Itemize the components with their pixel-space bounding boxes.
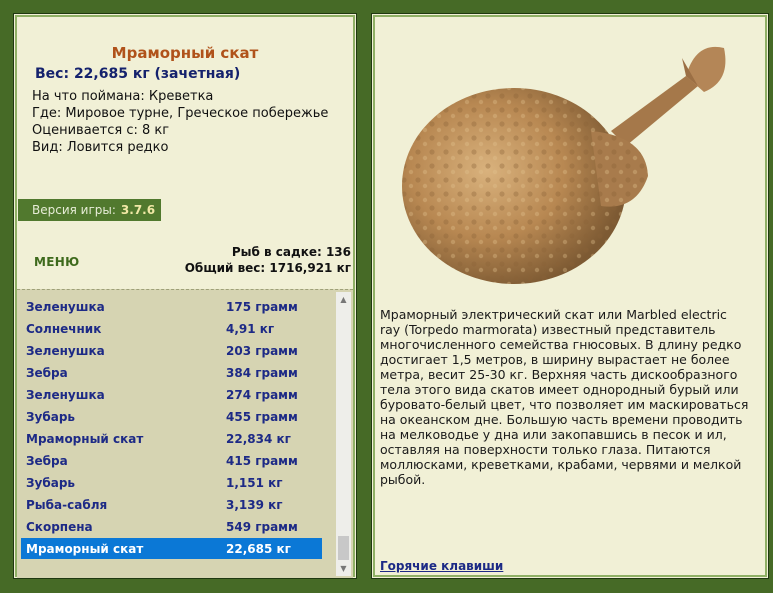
list-item-weight: 549 грамм [226, 519, 298, 534]
catch-stats [185, 244, 351, 276]
list-item-weight: 4,91 кг [226, 321, 275, 336]
scroll-down-icon[interactable]: ▼ [336, 561, 351, 576]
list-item-weight: 22,834 кг [226, 431, 291, 446]
fish-description: Мраморный электрический скат или Marbled electric ray (Torpedo marmorata) известный представитель многочисленного семейства гнюсовых. В длину редко достигает 1,5 метров, в ширину вырастает не более метра, весит 25-30 кг. Верхняя часть дискообразного тела этого вида скатов имеет однородный бурый или буровато-белый цвет, что позволяет им маскироваться на океанском дне. Большую часть времени проводить на мелководье у дна или закопавшись в песок и ил, оставляя на поверхности только глаза. Питаются моллюсками, креветками, крабами, червями и мелкой рыбой. [380, 307, 749, 487]
list-item[interactable] [21, 384, 322, 405]
list-item[interactable] [21, 406, 322, 427]
version-value: 3.7.6 [120, 203, 156, 217]
list-item-weight: 415 грамм [226, 453, 298, 468]
list-item[interactable] [21, 472, 322, 493]
list-item-name: Зебра [26, 453, 68, 468]
scroll-up-icon[interactable]: ▲ [336, 292, 351, 307]
list-item[interactable] [21, 340, 322, 361]
fish-weight: Вес: 22,685 кг (зачетная) [35, 66, 241, 82]
bait-line: На что поймана: Креветка [32, 89, 214, 104]
list-item[interactable] [21, 428, 322, 449]
fish-detail-panel [371, 13, 769, 579]
list-item-name: Мраморный скат [26, 541, 144, 556]
total-weight: Общий вес: 1716,921 кг [184, 261, 351, 275]
version-bar [18, 199, 161, 221]
list-item-weight: 22,685 кг [226, 541, 291, 556]
list-item-weight: 384 грамм [226, 365, 298, 380]
list-item[interactable] [21, 538, 322, 559]
list-item-name: Рыба-сабля [26, 497, 108, 512]
catch-list[interactable] [17, 289, 353, 578]
list-item-name: Зубарь [26, 409, 76, 424]
rarity-line: Вид: Ловится редко [32, 140, 169, 155]
list-item-name: Зеленушка [26, 387, 105, 402]
fish-count: Рыб в садке: 136 [231, 245, 351, 259]
list-item-name: Солнечник [26, 321, 102, 336]
list-item-weight: 1,151 кг [226, 475, 283, 490]
fish-title: Мраморный скат [111, 44, 259, 62]
list-item-weight: 3,139 кг [226, 497, 283, 512]
scroll-thumb[interactable] [338, 536, 349, 560]
list-item-name: Зебра [26, 365, 68, 380]
list-item-weight: 274 грамм [226, 387, 298, 402]
list-item-weight: 455 грамм [226, 409, 298, 424]
list-item[interactable] [21, 318, 322, 339]
list-item-weight: 203 грамм [226, 343, 298, 358]
version-label: Версия игры: [32, 203, 116, 217]
list-item-name: Мраморный скат [26, 431, 144, 446]
list-scrollbar[interactable] [336, 292, 351, 576]
list-item-name: Зеленушка [26, 299, 105, 314]
marbled-ray-image [386, 36, 756, 286]
list-item[interactable] [21, 494, 322, 515]
list-item[interactable] [21, 362, 322, 383]
list-item-name: Скорпена [26, 519, 93, 534]
fish-info-panel [13, 13, 357, 579]
list-item-weight: 175 грамм [226, 299, 298, 314]
list-item[interactable] [21, 450, 322, 471]
list-item[interactable] [21, 516, 322, 537]
list-item-name: Зубарь [26, 475, 76, 490]
min-weight-line: Оценивается с: 8 кг [32, 123, 170, 138]
menu-button[interactable]: МЕНЮ [34, 255, 80, 269]
list-item[interactable] [21, 296, 322, 317]
location-line: Где: Мировое турне, Греческое побережье [32, 106, 329, 121]
hotkeys-link[interactable]: Горячие клавиши [380, 559, 504, 573]
list-item-name: Зеленушка [26, 343, 105, 358]
